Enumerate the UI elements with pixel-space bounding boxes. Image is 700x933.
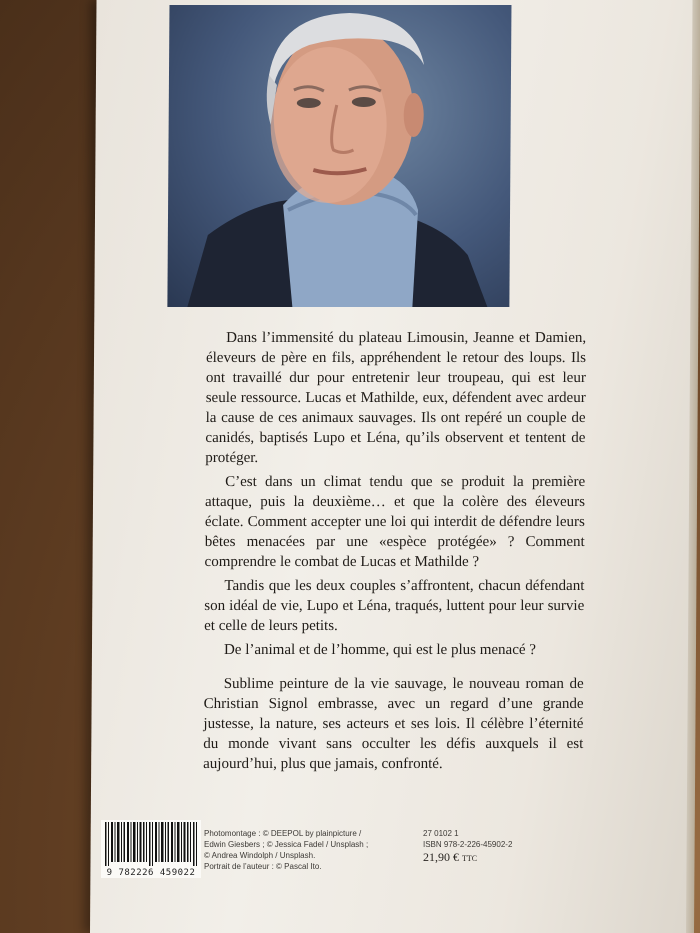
blurb-paragraph: Sublime peinture de la vie sauvage, le nouveau roman de Christian Signol embrasse, avec un regard d’une grande justesse, la nature, ses acteurs et ses lois. Il célèbre l’éternité du monde vivant sans occulter les défis auxquels il est aujourd’hui, plus que jamais, confronté. bbox=[203, 676, 584, 772]
barcode-bars bbox=[101, 820, 201, 866]
blurb-paragraph: Tandis que les deux couples s’affrontent, chacun défendant son idéal de vie, Lupo et Léna, traqués, luttent pour leur survie et celle de leurs petits. bbox=[204, 578, 585, 634]
book-blurb bbox=[203, 328, 586, 778]
isbn-block bbox=[423, 828, 553, 864]
book-back-cover bbox=[90, 0, 695, 933]
price bbox=[423, 852, 553, 864]
credit-line: © Andrea Windolph / Unsplash. bbox=[204, 851, 316, 860]
photo-credits bbox=[204, 828, 394, 872]
barcode-digits: 9 782226 459022 bbox=[106, 868, 196, 878]
blurb-paragraph: C’est dans un climat tendu que se produit la première attaque, puis la deuxième… et que la colère des éleveurs éclate. Comment accepter une loi qui interdit de défendre leurs bêtes menacées par une «espèce protégée» ? Comment comprendre le combat de Lucas et Mathilde ? bbox=[204, 474, 586, 570]
credit-line: Photomontage : © DEEPOL by plainpicture / bbox=[204, 829, 362, 838]
author-portrait bbox=[167, 5, 511, 307]
credit-line: Portrait de l’auteur : © Pascal Ito. bbox=[204, 862, 322, 871]
price-value: 21,90 € bbox=[423, 850, 459, 864]
barcode bbox=[101, 820, 201, 878]
product-code: 27 0102 1 bbox=[423, 829, 459, 838]
credit-line: Edwin Giesbers ; © Jessica Fadel / Unsplash ; bbox=[204, 840, 369, 849]
isbn-number: ISBN 978-2-226-45902-2 bbox=[423, 840, 513, 849]
blurb-paragraph: Dans l’immensité du plateau Limousin, Jeanne et Damien, éleveurs de père en fils, appréhendent le retour des loups. Ils ont travaillé dur pour entretenir leur troupeau, qui est leur seule ressource. Lucas et Mathilde, eux, défendent avec ardeur la cause de ces animaux sauvages. Ils ont repéré un couple de canidés, baptisés Lupo et Léna, qu’ils observent et tentent de protéger. bbox=[205, 330, 587, 466]
price-suffix: TTC bbox=[462, 854, 478, 863]
blurb-paragraph: De l’animal et de l’homme, qui est le plus menacé ? bbox=[223, 642, 537, 658]
